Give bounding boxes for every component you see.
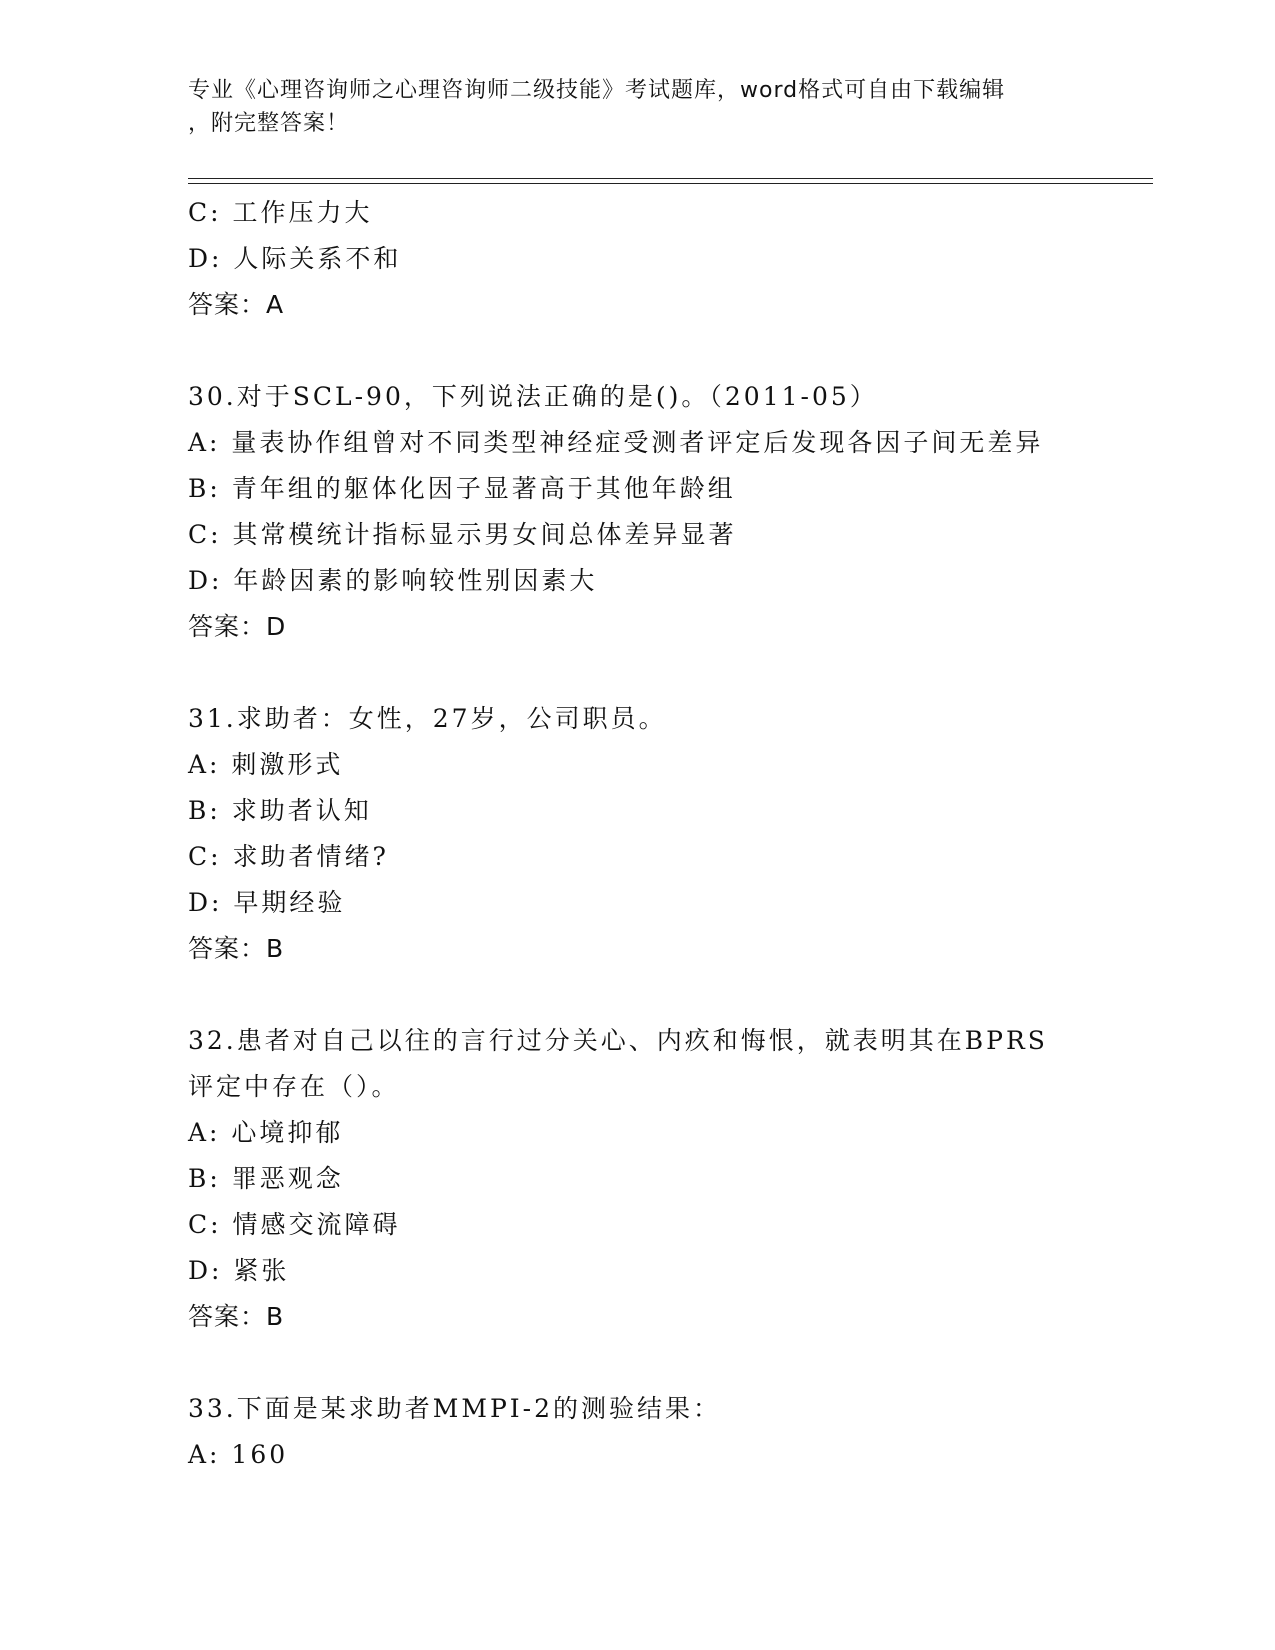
header-divider-top — [188, 178, 1153, 179]
q31-option-a: A: 刺激形式 — [188, 750, 344, 779]
q31-option-d: D: 早期经验 — [188, 888, 346, 917]
document-header — [188, 74, 1088, 140]
q33-question: 33.下面是某求助者MMPI-2的测验结果： — [188, 1394, 722, 1423]
q30-option-b: B: 青年组的躯体化因子显著高于其他年龄组 — [188, 474, 736, 503]
question-31-block — [188, 696, 1153, 972]
q31-answer: 答案：B — [188, 934, 285, 963]
q29-answer: 答案：A — [188, 290, 285, 319]
q32-option-b: B: 罪恶观念 — [188, 1164, 344, 1193]
spacer — [188, 328, 1153, 374]
q30-answer: 答案：D — [188, 612, 287, 641]
q33-option-a: A: 160 — [188, 1440, 289, 1469]
spacer — [188, 1340, 1153, 1386]
q32-option-c: C: 情感交流障碍 — [188, 1210, 401, 1239]
header-divider-bottom — [188, 183, 1153, 184]
q29-option-c: C: 工作压力大 — [188, 198, 373, 227]
question-33-block — [188, 1386, 1153, 1478]
question-32-block — [188, 1018, 1153, 1340]
spacer — [188, 972, 1153, 1018]
q30-option-a: A: 量表协作组曾对不同类型神经症受测者评定后发现各因子间无差异 — [188, 428, 1044, 457]
q31-question: 31.求助者：女性，27岁，公司职员。 — [188, 704, 667, 733]
q31-option-b: B: 求助者认知 — [188, 796, 372, 825]
q30-option-c: C: 其常模统计指标显示男女间总体差异显著 — [188, 520, 737, 549]
q32-option-d: D: 紧张 — [188, 1256, 290, 1285]
question-29-block — [188, 190, 1153, 328]
question-list — [188, 190, 1153, 1478]
q31-option-c: C: 求助者情绪? — [188, 842, 389, 871]
header-line-2: ，附完整答案！ — [188, 111, 350, 136]
q32-question-line-2: 评定中存在（）。 — [188, 1072, 400, 1101]
q30-option-d: D: 年龄因素的影响较性别因素大 — [188, 566, 598, 595]
q32-answer: 答案：B — [188, 1302, 285, 1331]
q29-option-d: D: 人际关系不和 — [188, 244, 402, 273]
q30-question: 30.对于SCL-90，下列说法正确的是()。（2011-05） — [188, 382, 878, 411]
spacer — [188, 650, 1153, 696]
header-line-1: 专业《心理咨询师之心理咨询师二级技能》考试题库，word格式可自由下载编辑 — [188, 78, 1006, 103]
question-30-block — [188, 374, 1153, 650]
q32-option-a: A: 心境抑郁 — [188, 1118, 344, 1147]
q32-question-line-1: 32.患者对自己以往的言行过分关心、内疚和悔恨，就表明其在BPRS — [188, 1026, 1048, 1055]
